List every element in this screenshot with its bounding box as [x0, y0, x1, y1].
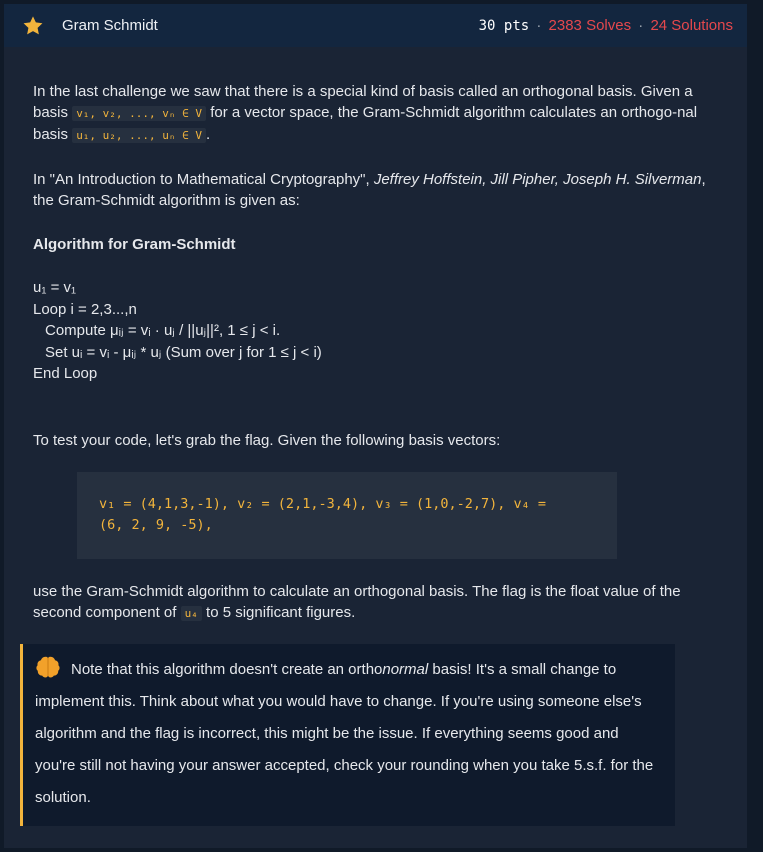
algorithm-block — [33, 277, 717, 385]
separator: · — [638, 17, 644, 34]
challenge-description — [4, 47, 747, 451]
note-callout — [20, 644, 675, 826]
code-line: v₁ = (4,1,3,-1), v₂ = (2,1,-3,4), v₃ = (1,0,-2,7), v₄ = — [99, 495, 547, 512]
intro-text: for a vector space, the Gram-Schmidt algorithm calculates an orthogo-nal basis — [33, 104, 698, 143]
challenge-header[interactable] — [4, 4, 747, 47]
algorithm-line: End Loop — [33, 365, 98, 382]
authors: Jeffrey Hoffstein, Jill Pipher, Joseph H. Silverman — [373, 171, 702, 188]
intro-text: . — [206, 126, 211, 143]
inline-code: u₄ — [181, 606, 202, 621]
reference-text: In "An Introduction to Mathematical Cryptography", — [33, 171, 374, 188]
note-emphasis: normal — [382, 660, 429, 678]
code-block — [77, 472, 617, 559]
algorithm-line: Loop i = 2,3...,n — [33, 300, 137, 318]
algorithm-line: Compute μᵢⱼ = vᵢ · uⱼ / ||uⱼ||², 1 ≤ j < i. — [45, 322, 281, 339]
points-label: 30 pts — [478, 18, 530, 34]
usage-text: use the Gram-Schmidt algorithm to calculate an orthogonal basis. The flag is the float value of the second component of — [33, 582, 681, 621]
note-text: basis! It's a small change to implement this. Think about what you would have to change. If you're using someone else's algorithm and the flag is incorrect, this might be the issue. If everything seems good and you're still not having your answer accepted, check your rounding when you take 5.s.f. for the solution. — [35, 660, 654, 806]
brain-icon — [35, 655, 61, 679]
star-icon[interactable] — [22, 15, 44, 37]
code-line: (6, 2, 9, -5), — [99, 516, 213, 533]
reference-paragraph — [33, 169, 717, 211]
solutions-link[interactable]: 24 Solutions — [650, 17, 733, 34]
reference-text: , the Gram-Schmidt algorithm is given as: — [33, 171, 706, 209]
inline-code: u₁, u₂, ..., uₙ ∈ V — [72, 128, 206, 143]
intro-text: In the last challenge we saw that there is a special kind of basis called an orthogonal basis. Given a basis — [33, 83, 693, 121]
separator: · — [536, 17, 542, 34]
algorithm-title: Algorithm for Gram-Schmidt — [33, 236, 236, 253]
inline-code: v₁, v₂, ..., vₙ ∈ V — [72, 106, 206, 121]
challenge-panel — [4, 4, 747, 848]
note-text: Note that this algorithm doesn't create an ortho — [71, 660, 383, 678]
usage-text: to 5 significant figures. — [201, 603, 356, 621]
test-paragraph: To test your code, let's grab the flag. Given the following basis vectors: — [33, 431, 501, 449]
algorithm-line: Set uᵢ = vᵢ - μᵢⱼ * uⱼ (Sum over j for 1 ≤ j < i) — [45, 343, 322, 361]
solves-link[interactable]: 2383 Solves — [548, 17, 632, 34]
algorithm-line: u₁ = v₁ — [33, 279, 77, 296]
challenge-title: Gram Schmidt — [62, 17, 158, 34]
usage-paragraph — [33, 581, 717, 624]
challenge-meta — [479, 17, 733, 34]
intro-paragraph — [33, 81, 717, 146]
